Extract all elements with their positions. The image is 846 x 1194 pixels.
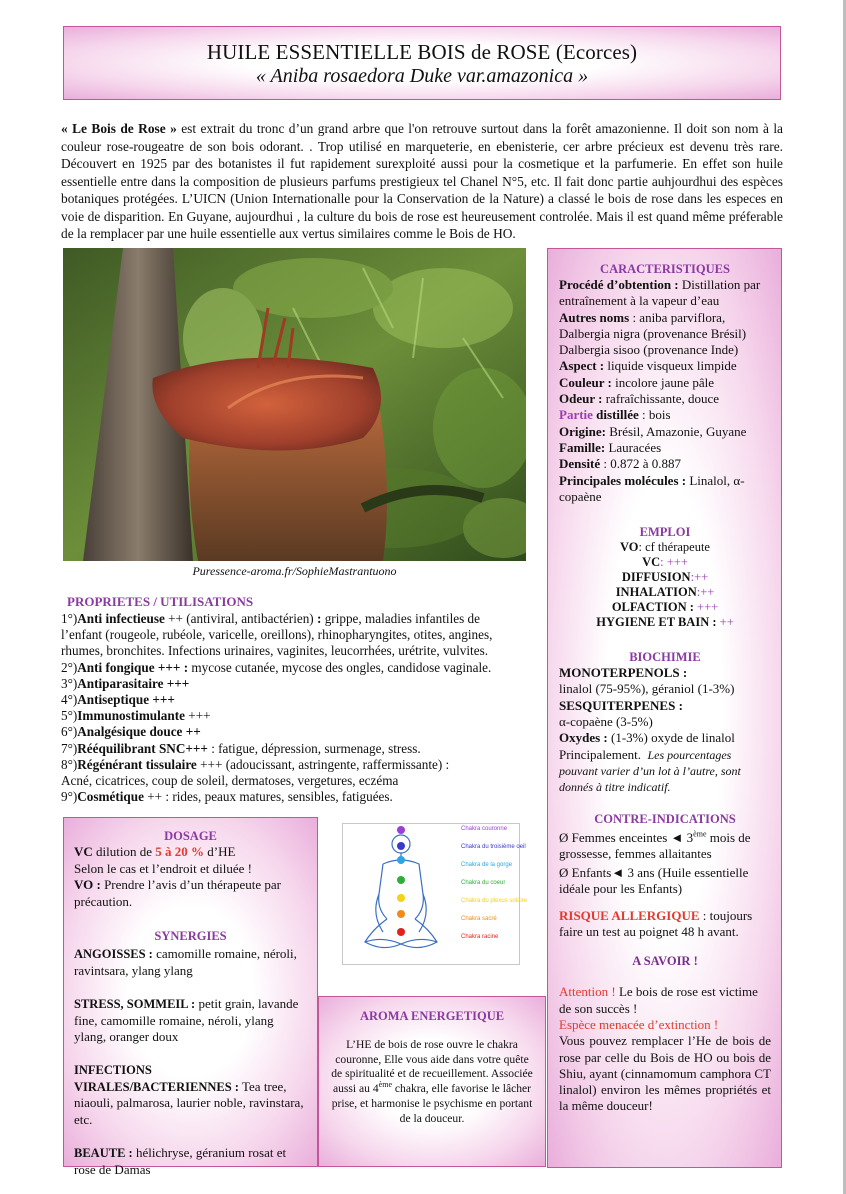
mono-label: MONOTERPENOLS : [559, 665, 688, 681]
chakra-label: Chakra sacré [461, 916, 497, 922]
chakra-dot [397, 842, 405, 850]
oxydes-line: Oxydes : (1-3%) oxyde de linalol [559, 730, 735, 746]
caracteristiques-heading: CARACTERISTIQUES [600, 262, 730, 276]
photo-caption: Puressence-aroma.fr/SophieMastrantuono [192, 564, 397, 578]
synergie-item: INFECTIONS VIRALES/BACTERIENNES : Tea tree, niaouli, palmarosa, laurier noble, ravinstara, etc. [74, 1063, 304, 1127]
chakra-dot [397, 826, 405, 834]
emploi-hygiene: HYGIENE ET BAIN : ++ [596, 615, 734, 630]
tree-stump-photo [63, 248, 526, 561]
chakra-label: Chakra racine [461, 934, 499, 940]
propriete-line: Acné, cicatrices, coup de soleil, dermatoses, vergetures, eczéma [61, 773, 399, 789]
contre-line-1: Ø Femmes enceintes ◄ 3ème mois de grossesse, femmes allaitantes [559, 829, 751, 861]
synergies-heading: SYNERGIES [154, 929, 227, 944]
aroma-heading: AROMA ENERGETIQUE [359, 1009, 505, 1023]
espece-menacee: Espèce menacée d’extinction ! [559, 1016, 719, 1032]
synergie-item: BEAUTE : hélichryse, géranium rosat et rose de Damas [74, 1145, 287, 1177]
emploi-diffusion: DIFFUSION:++ [621, 570, 709, 585]
title-box [63, 26, 781, 100]
synergies-list [74, 946, 307, 1177]
intro-lead: « Le Bois de Rose » [61, 121, 177, 136]
mono-value: linalol (75-95%), géraniol (1-3%) [559, 681, 735, 697]
molecules-line: Principales molécules : Linalol, α-copaène [559, 472, 745, 504]
propriete-line: 6°)Analgésique douce ++ [61, 724, 201, 740]
famille-line: Famille: Lauracées [559, 439, 662, 455]
emploi-vc: VC: +++ [642, 555, 688, 570]
biochimie-heading: BIOCHIMIE [629, 650, 701, 665]
partie-line: Partie distillée : bois [559, 407, 671, 423]
attention-line: Attention ! Le bois de rose est victime de son succès ! [559, 984, 758, 1016]
aroma-box [318, 996, 546, 1167]
proprietes-heading: PROPRIETES / UTILISATIONS [67, 594, 254, 609]
risque-allergique: RISQUE ALLERGIQUE : toujours faire un test au poignet 48 h avant. [559, 907, 753, 940]
intro-text: est extrait du tronc d’un grand arbre que l'on retrouve surtout dans la forêt amazonienne. Il doit son nom à la couleur rose-rougeatre de son bois odorant. . Trop utilisé en marqueterie, en ebenisterie, cer arbre précieux est devenu très rare. Découvert en 1925 par des botanistes il fut rapidement surexploité aussi pour la cosmetique et la parfumerie. En effet son huile essentielle entre dans la composition de plusieurs parfums prestigieux tel Chanel N°5, etc. Il fait donc partie auhjourdhui des espèces botaniques protégées. L’UICN (Union Internationalle pour la Conservation de la Nature) a classé le bois de rose dans les especes en voie de disparition. En Guyane, aujourdhui , la culture du bois de rose est heureusement controlée. Mais il est quand même préferable de la remplacer par une huile essentielle aux vertus similaires comme le Bois de HO. [61, 121, 783, 241]
propriete-line: rhumes, bronchites. Infections urinaires, vaginites, leucorrhées, urétrite, vulvites. [61, 643, 488, 659]
autres-noms-line: Autres noms : aniba parviflora, Dalbergia nigra (provenance Brésil) Dalbergia sisoo (provenance Inde) [559, 309, 747, 358]
emploi-heading: EMPLOI [639, 525, 691, 540]
chakra-label: Chakra du troisième oeil [461, 844, 526, 850]
dosage-line-2: Selon le cas et l’endroit et diluée ! [74, 860, 252, 876]
a-savoir-heading: A SAVOIR ! [632, 954, 698, 969]
couleur-line: Couleur : incolore jaune pâle [559, 374, 715, 390]
chakra-dot [397, 876, 405, 884]
synergie-item: STRESS, SOMMEIL : petit grain, lavande fine, camomille romaine, néroli, ylang ylang, oranger doux [74, 996, 299, 1045]
sesqui-value: α-copaène (3-5%) [559, 714, 653, 730]
chakra-label: Chakra du plexus solaire [461, 898, 528, 904]
dosage-box [63, 817, 318, 1177]
page-subtitle: « Aniba rosaedora Duke var.amazonica » [255, 65, 589, 87]
chakra-dot [397, 928, 405, 936]
aspect-line: Aspect : liquide visqueux limpide [559, 358, 737, 374]
chakra-label: Chakra du coeur [461, 880, 506, 886]
propriete-line: 7°)Rééquilibrant SNC+++ : fatigue, dépression, surmenage, stress. [61, 740, 421, 756]
emploi-inhalation: INHALATION:++ [615, 585, 715, 600]
emploi-olfaction: OLFACTION : +++ [611, 600, 719, 615]
chakra-figure [342, 823, 528, 965]
propriete-line: 8°)Régénérant tissulaire +++ (adoucissant, astringente, raffermissante) : [61, 756, 450, 772]
remplacement-text: Vous pouvez remplacer l’He de bois de rose par celle du Bois de HO ou bois de Shiu, ayant (cinnamomum camphora CT linalol) environ les mêmes propriétés et la même douceur! [559, 1033, 771, 1114]
chakra-label: Chakra couronne [461, 826, 508, 832]
proprietes-list [61, 611, 511, 805]
page-title: HUILE ESSENTIELLE BOIS de ROSE (Ecorces) [206, 40, 638, 64]
chakra-label: Chakra de la gorge [461, 862, 513, 868]
chakra-dot [397, 910, 405, 918]
dosage-heading: DOSAGE [164, 829, 217, 843]
emploi-vo: VO: cf thérapeute [620, 540, 710, 555]
propriete-line: 4°)Antiseptique +++ [61, 692, 175, 708]
contre-indications-heading: CONTRE-INDICATIONS [594, 811, 736, 826]
propriete-line: 5°)Immunostimulante +++ [61, 708, 211, 724]
synergie-item: ANGOISSES : camomille romaine, néroli, ravintsara, ylang ylang [74, 946, 297, 978]
chakra-dot [397, 856, 405, 864]
dosage-vc: VC dilution de 5 à 20 % d’HE [74, 844, 236, 860]
propriete-line: 3°)Antiparasitaire +++ [61, 675, 190, 691]
intro-paragraph [61, 120, 783, 243]
odeur-line: Odeur : rafraîchissante, douce [559, 391, 720, 407]
propriete-line: 9°)Cosmétique ++ : rides, peaux matures, sensibles, fatiguées. [61, 789, 393, 805]
propriete-line: 1°)Anti infectieuse ++ (antiviral, antibactérien) : grippe, maladies infantiles de [61, 611, 480, 626]
caracteristiques-box [547, 248, 782, 1168]
biochimie-note: Principalement. Les pourcentages pouvant varier d’un lot à l’autre, sont donnés à titre indicatif. [559, 746, 741, 795]
procede-line: Procédé d’obtention : Distillation par entraînement à la vapeur d’eau [559, 277, 761, 309]
tree-stump-image [63, 248, 526, 561]
densite-line: Densité : 0.872 à 0.887 [559, 456, 682, 472]
contre-line-2: Ø Enfants◄ 3 ans (Huile essentielle idéale pour les Enfants) [559, 865, 749, 897]
propriete-line: 2°)Anti fongique +++ : mycose cutanée, mycose des ongles, candidose vaginale. [61, 659, 492, 675]
origine-line: Origine: Brésil, Amazonie, Guyane [559, 423, 747, 439]
sesqui-label: SESQUITERPENES : [559, 697, 683, 713]
dosage-vo: VO : Prendre l’avis d’un thérapeute par précaution. [74, 877, 281, 909]
propriete-line: l’enfant (rougeole, rubéole, varicelle, oreillons), rhinopharyngites, otites, angines, [61, 627, 493, 643]
chakra-dot [397, 894, 405, 902]
aroma-text: L’HE de bois de rose ouvre le chakra couronne, Elle vous aide dans votre quête de spiritualité et de recueillement. Associée aussi au 4ème chakra, elle favorise le lâcher prise, et harmonise le psychisme en portant de la douceur. [331, 1037, 533, 1125]
